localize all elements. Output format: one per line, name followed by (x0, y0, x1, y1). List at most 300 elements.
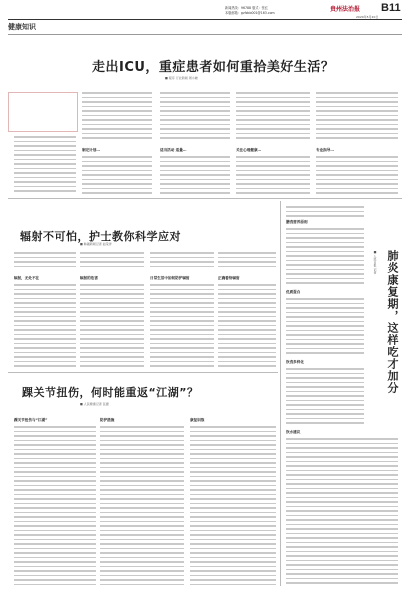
text-line (286, 251, 364, 253)
text-line (82, 133, 152, 135)
text-line (190, 462, 276, 464)
text-line (100, 534, 184, 536)
text-line (236, 170, 310, 172)
text-line (190, 552, 276, 554)
article2-subhead: 正确看待辐射 (218, 276, 240, 280)
text-line (160, 92, 230, 94)
text-line (286, 409, 364, 411)
text-line (14, 543, 96, 545)
article4-byline: ■ 人民日报 记者 (373, 250, 377, 274)
text-line (160, 110, 230, 112)
text-line (286, 325, 364, 327)
text-line (316, 174, 398, 176)
text-line (160, 188, 230, 190)
text-line (150, 365, 214, 367)
text-line (14, 440, 96, 442)
text-line (14, 503, 96, 505)
text-line (160, 97, 230, 99)
text-line (80, 307, 144, 309)
text-line (160, 133, 230, 135)
text-line (286, 228, 364, 230)
text-line (236, 101, 310, 103)
text-line (286, 578, 398, 580)
text-line (150, 361, 214, 363)
text-line (14, 145, 76, 147)
text-line (14, 552, 96, 554)
text-line (190, 575, 276, 577)
text-line (100, 494, 184, 496)
text-line (82, 92, 152, 94)
text-line (286, 515, 398, 517)
text-line (14, 516, 96, 518)
text-line (160, 101, 230, 103)
text-line (286, 242, 364, 244)
text-line (14, 150, 76, 152)
text-line (14, 361, 76, 363)
text-line (316, 110, 398, 112)
text-line (14, 449, 96, 451)
text-line (160, 115, 230, 117)
text-line (82, 179, 152, 181)
header-info (225, 6, 275, 15)
text-line (14, 266, 76, 268)
text-line (286, 307, 364, 309)
text-line (286, 413, 364, 415)
text-line (236, 137, 310, 139)
text-line (14, 548, 96, 550)
text-line (14, 307, 76, 309)
text-line (150, 289, 214, 291)
rule-article1-bottom (8, 198, 402, 199)
text-line (286, 269, 364, 271)
text-line (100, 458, 184, 460)
text-line (286, 542, 398, 544)
text-line (190, 467, 276, 469)
section-title: 健康知识 (8, 23, 36, 31)
text-line (218, 257, 276, 259)
article1-subhead: 制定计划… (82, 148, 100, 152)
header-email: 本版邮箱：gzfzbb001@163.com (225, 10, 275, 15)
article2-subhead: 辐射，无处不在 (14, 276, 40, 280)
text-line (14, 525, 96, 527)
text-line (286, 255, 364, 257)
text-line (190, 521, 276, 523)
text-line (190, 507, 276, 509)
text-line (218, 356, 276, 358)
article1-byline: ■ 程序 万北新闻 周小晓 (165, 76, 198, 80)
article4-subhead: 饮水建议 (286, 430, 301, 434)
text-line (150, 329, 214, 331)
text-line (190, 449, 276, 451)
text-line (14, 284, 76, 286)
text-line (82, 170, 152, 172)
text-line (160, 106, 230, 108)
text-line (286, 528, 398, 530)
text-line (100, 543, 184, 545)
text-line (150, 293, 214, 295)
page-number: B11 (381, 2, 401, 14)
text-line (14, 159, 76, 161)
text-line (80, 356, 144, 358)
text-line (14, 462, 96, 464)
text-line (316, 170, 398, 172)
text-line (190, 494, 276, 496)
article4-title: 肺炎康复期，这样吃才加分 (386, 250, 399, 394)
text-line (236, 183, 310, 185)
article4-subhead: 饮食多样化 (286, 360, 304, 364)
text-line (150, 284, 214, 286)
text-line (14, 257, 76, 259)
text-line (190, 557, 276, 559)
text-line (316, 124, 398, 126)
text-line (286, 273, 364, 275)
text-line (316, 106, 398, 108)
text-line (190, 543, 276, 545)
text-line (286, 246, 364, 248)
text-line (82, 137, 152, 139)
text-line (80, 329, 144, 331)
text-line (80, 257, 144, 259)
text-line (236, 128, 310, 130)
text-line (190, 525, 276, 527)
text-line (100, 507, 184, 509)
text-line (190, 458, 276, 460)
text-line (100, 575, 184, 577)
article1-abstract-box (8, 92, 78, 132)
text-line (286, 418, 364, 420)
text-line (14, 163, 76, 165)
text-line (316, 133, 398, 135)
text-line (80, 365, 144, 367)
text-line (100, 579, 184, 581)
text-line (14, 190, 76, 192)
text-line (286, 582, 398, 584)
text-line (286, 339, 364, 341)
newspaper-brand: 贵州法治报 (330, 6, 361, 13)
text-line (236, 110, 310, 112)
text-line (80, 293, 144, 295)
text-line (100, 566, 184, 568)
text-line (316, 183, 398, 185)
text-line (14, 435, 96, 437)
article4-subhead: 膳食营养原则 (286, 220, 308, 224)
text-line (190, 431, 276, 433)
text-line (218, 289, 276, 291)
rule-article2-bottom (8, 372, 278, 373)
text-line (236, 161, 310, 163)
text-line (316, 192, 398, 194)
text-line (286, 560, 398, 562)
text-line (286, 555, 398, 557)
text-line (100, 467, 184, 469)
text-line (100, 530, 184, 532)
text-line (160, 161, 230, 163)
text-line (286, 237, 364, 239)
text-line (80, 320, 144, 322)
text-line (80, 252, 144, 254)
text-line (14, 530, 96, 532)
text-line (100, 426, 184, 428)
text-line (190, 476, 276, 478)
text-line (14, 293, 76, 295)
article1-subhead: 关注心理健康… (236, 148, 262, 152)
text-line (14, 575, 96, 577)
text-line (286, 551, 398, 553)
text-line (286, 382, 364, 384)
header-rule (8, 19, 402, 20)
text-line (286, 564, 398, 566)
text-line (218, 334, 276, 336)
text-line (14, 521, 96, 523)
text-line (218, 307, 276, 309)
text-line (236, 133, 310, 135)
text-line (286, 438, 398, 440)
text-line (218, 316, 276, 318)
text-line (236, 115, 310, 117)
text-line (100, 503, 184, 505)
text-line (190, 530, 276, 532)
text-line (236, 174, 310, 176)
text-line (286, 400, 364, 402)
text-line (80, 338, 144, 340)
text-line (286, 316, 364, 318)
text-line (14, 485, 96, 487)
text-line (150, 307, 214, 309)
text-line (190, 489, 276, 491)
text-line (100, 539, 184, 541)
text-line (82, 115, 152, 117)
text-line (14, 334, 76, 336)
text-line (100, 516, 184, 518)
text-line (218, 284, 276, 286)
text-line (218, 298, 276, 300)
text-line (286, 519, 398, 521)
text-line (190, 480, 276, 482)
text-line (286, 348, 364, 350)
text-line (218, 266, 276, 268)
text-line (150, 257, 214, 259)
text-line (14, 467, 96, 469)
text-line (286, 386, 364, 388)
text-line (100, 489, 184, 491)
text-line (236, 192, 310, 194)
text-line (218, 311, 276, 313)
text-line (286, 474, 398, 476)
text-line (150, 302, 214, 304)
text-line (218, 352, 276, 354)
text-line (160, 165, 230, 167)
text-line (100, 498, 184, 500)
text-line (286, 334, 364, 336)
text-line (218, 302, 276, 304)
text-line (14, 177, 76, 179)
text-line (236, 165, 310, 167)
text-line (82, 156, 152, 158)
text-line (80, 311, 144, 313)
text-line (286, 377, 364, 379)
text-line (218, 252, 276, 254)
text-line (82, 165, 152, 167)
article3-subhead: 踝关节扭伤与“江湖” (14, 418, 48, 422)
text-line (14, 338, 76, 340)
text-line (14, 512, 96, 514)
text-line (190, 579, 276, 581)
text-line (100, 471, 184, 473)
text-line (14, 471, 96, 473)
text-line (286, 352, 364, 354)
text-line (160, 137, 230, 139)
text-line (286, 264, 364, 266)
text-line (286, 395, 364, 397)
text-line (14, 311, 76, 313)
text-line (14, 365, 76, 367)
text-line (286, 330, 364, 332)
text-line (150, 320, 214, 322)
text-line (82, 119, 152, 121)
text-line (100, 521, 184, 523)
text-line (286, 465, 398, 467)
article3-subhead: 康复训练 (190, 418, 205, 422)
text-line (150, 266, 214, 268)
text-line (160, 119, 230, 121)
header-hotline: 新闻热线：96788 版式：张红 (225, 6, 269, 10)
text-line (316, 119, 398, 121)
text-line (82, 128, 152, 130)
text-line (14, 494, 96, 496)
text-line (286, 260, 364, 262)
text-line (14, 426, 96, 428)
text-line (14, 489, 96, 491)
text-line (82, 110, 152, 112)
text-line (286, 443, 398, 445)
text-line (316, 137, 398, 139)
text-line (82, 124, 152, 126)
text-line (218, 329, 276, 331)
text-line (286, 470, 398, 472)
text-line (190, 498, 276, 500)
text-line (316, 188, 398, 190)
text-line (286, 303, 364, 305)
text-line (190, 512, 276, 514)
text-line (286, 298, 364, 300)
text-line (100, 552, 184, 554)
text-line (100, 462, 184, 464)
text-line (80, 261, 144, 263)
text-line (100, 570, 184, 572)
text-line (14, 431, 96, 433)
text-line (218, 347, 276, 349)
text-line (286, 452, 398, 454)
text-line (82, 192, 152, 194)
text-line (14, 476, 96, 478)
text-line (82, 161, 152, 163)
text-line (14, 356, 76, 358)
text-line (150, 261, 214, 263)
text-line (160, 170, 230, 172)
text-line (82, 188, 152, 190)
text-line (14, 566, 96, 568)
text-line (316, 161, 398, 163)
text-line (80, 361, 144, 363)
text-line (160, 174, 230, 176)
text-line (82, 97, 152, 99)
text-line (14, 136, 76, 138)
text-line (82, 106, 152, 108)
text-line (14, 154, 76, 156)
text-line (190, 503, 276, 505)
text-line (160, 156, 230, 158)
text-line (80, 352, 144, 354)
text-line (236, 97, 310, 99)
text-line (150, 334, 214, 336)
text-line (190, 584, 276, 586)
text-line (286, 404, 364, 406)
text-line (160, 128, 230, 130)
text-line (286, 391, 364, 393)
section-rule (8, 34, 402, 35)
text-line (14, 302, 76, 304)
text-line (236, 119, 310, 121)
text-line (100, 485, 184, 487)
text-line (286, 492, 398, 494)
text-line (100, 525, 184, 527)
text-line (286, 501, 398, 503)
text-line (316, 179, 398, 181)
text-line (100, 584, 184, 586)
text-line (100, 480, 184, 482)
text-line (236, 92, 310, 94)
text-line (160, 192, 230, 194)
text-line (80, 266, 144, 268)
text-line (286, 368, 364, 370)
text-line (150, 316, 214, 318)
article3-subhead: 防护措施 (100, 418, 115, 422)
text-line (150, 356, 214, 358)
text-line (14, 507, 96, 509)
text-line (286, 497, 398, 499)
text-line (14, 347, 76, 349)
article3-byline: ■ 人民健康记者 张媛 (80, 402, 109, 406)
text-line (190, 426, 276, 428)
text-line (80, 289, 144, 291)
text-line (150, 343, 214, 345)
text-line (14, 570, 96, 572)
text-line (286, 524, 398, 526)
text-line (286, 278, 364, 280)
text-line (286, 569, 398, 571)
text-line (190, 435, 276, 437)
text-line (14, 557, 96, 559)
text-line (100, 557, 184, 559)
text-line (286, 506, 398, 508)
text-line (236, 124, 310, 126)
text-line (236, 188, 310, 190)
text-line (150, 347, 214, 349)
text-line (80, 334, 144, 336)
text-line (190, 485, 276, 487)
text-line (218, 293, 276, 295)
text-line (14, 458, 96, 460)
text-line (286, 321, 364, 323)
article1-subhead: 专业指导… (316, 148, 334, 152)
text-line (100, 435, 184, 437)
text-line (218, 365, 276, 367)
text-line (100, 449, 184, 451)
text-line (190, 570, 276, 572)
text-line (286, 461, 398, 463)
text-line (236, 106, 310, 108)
article4-subhead: 优质蛋白 (286, 290, 301, 294)
